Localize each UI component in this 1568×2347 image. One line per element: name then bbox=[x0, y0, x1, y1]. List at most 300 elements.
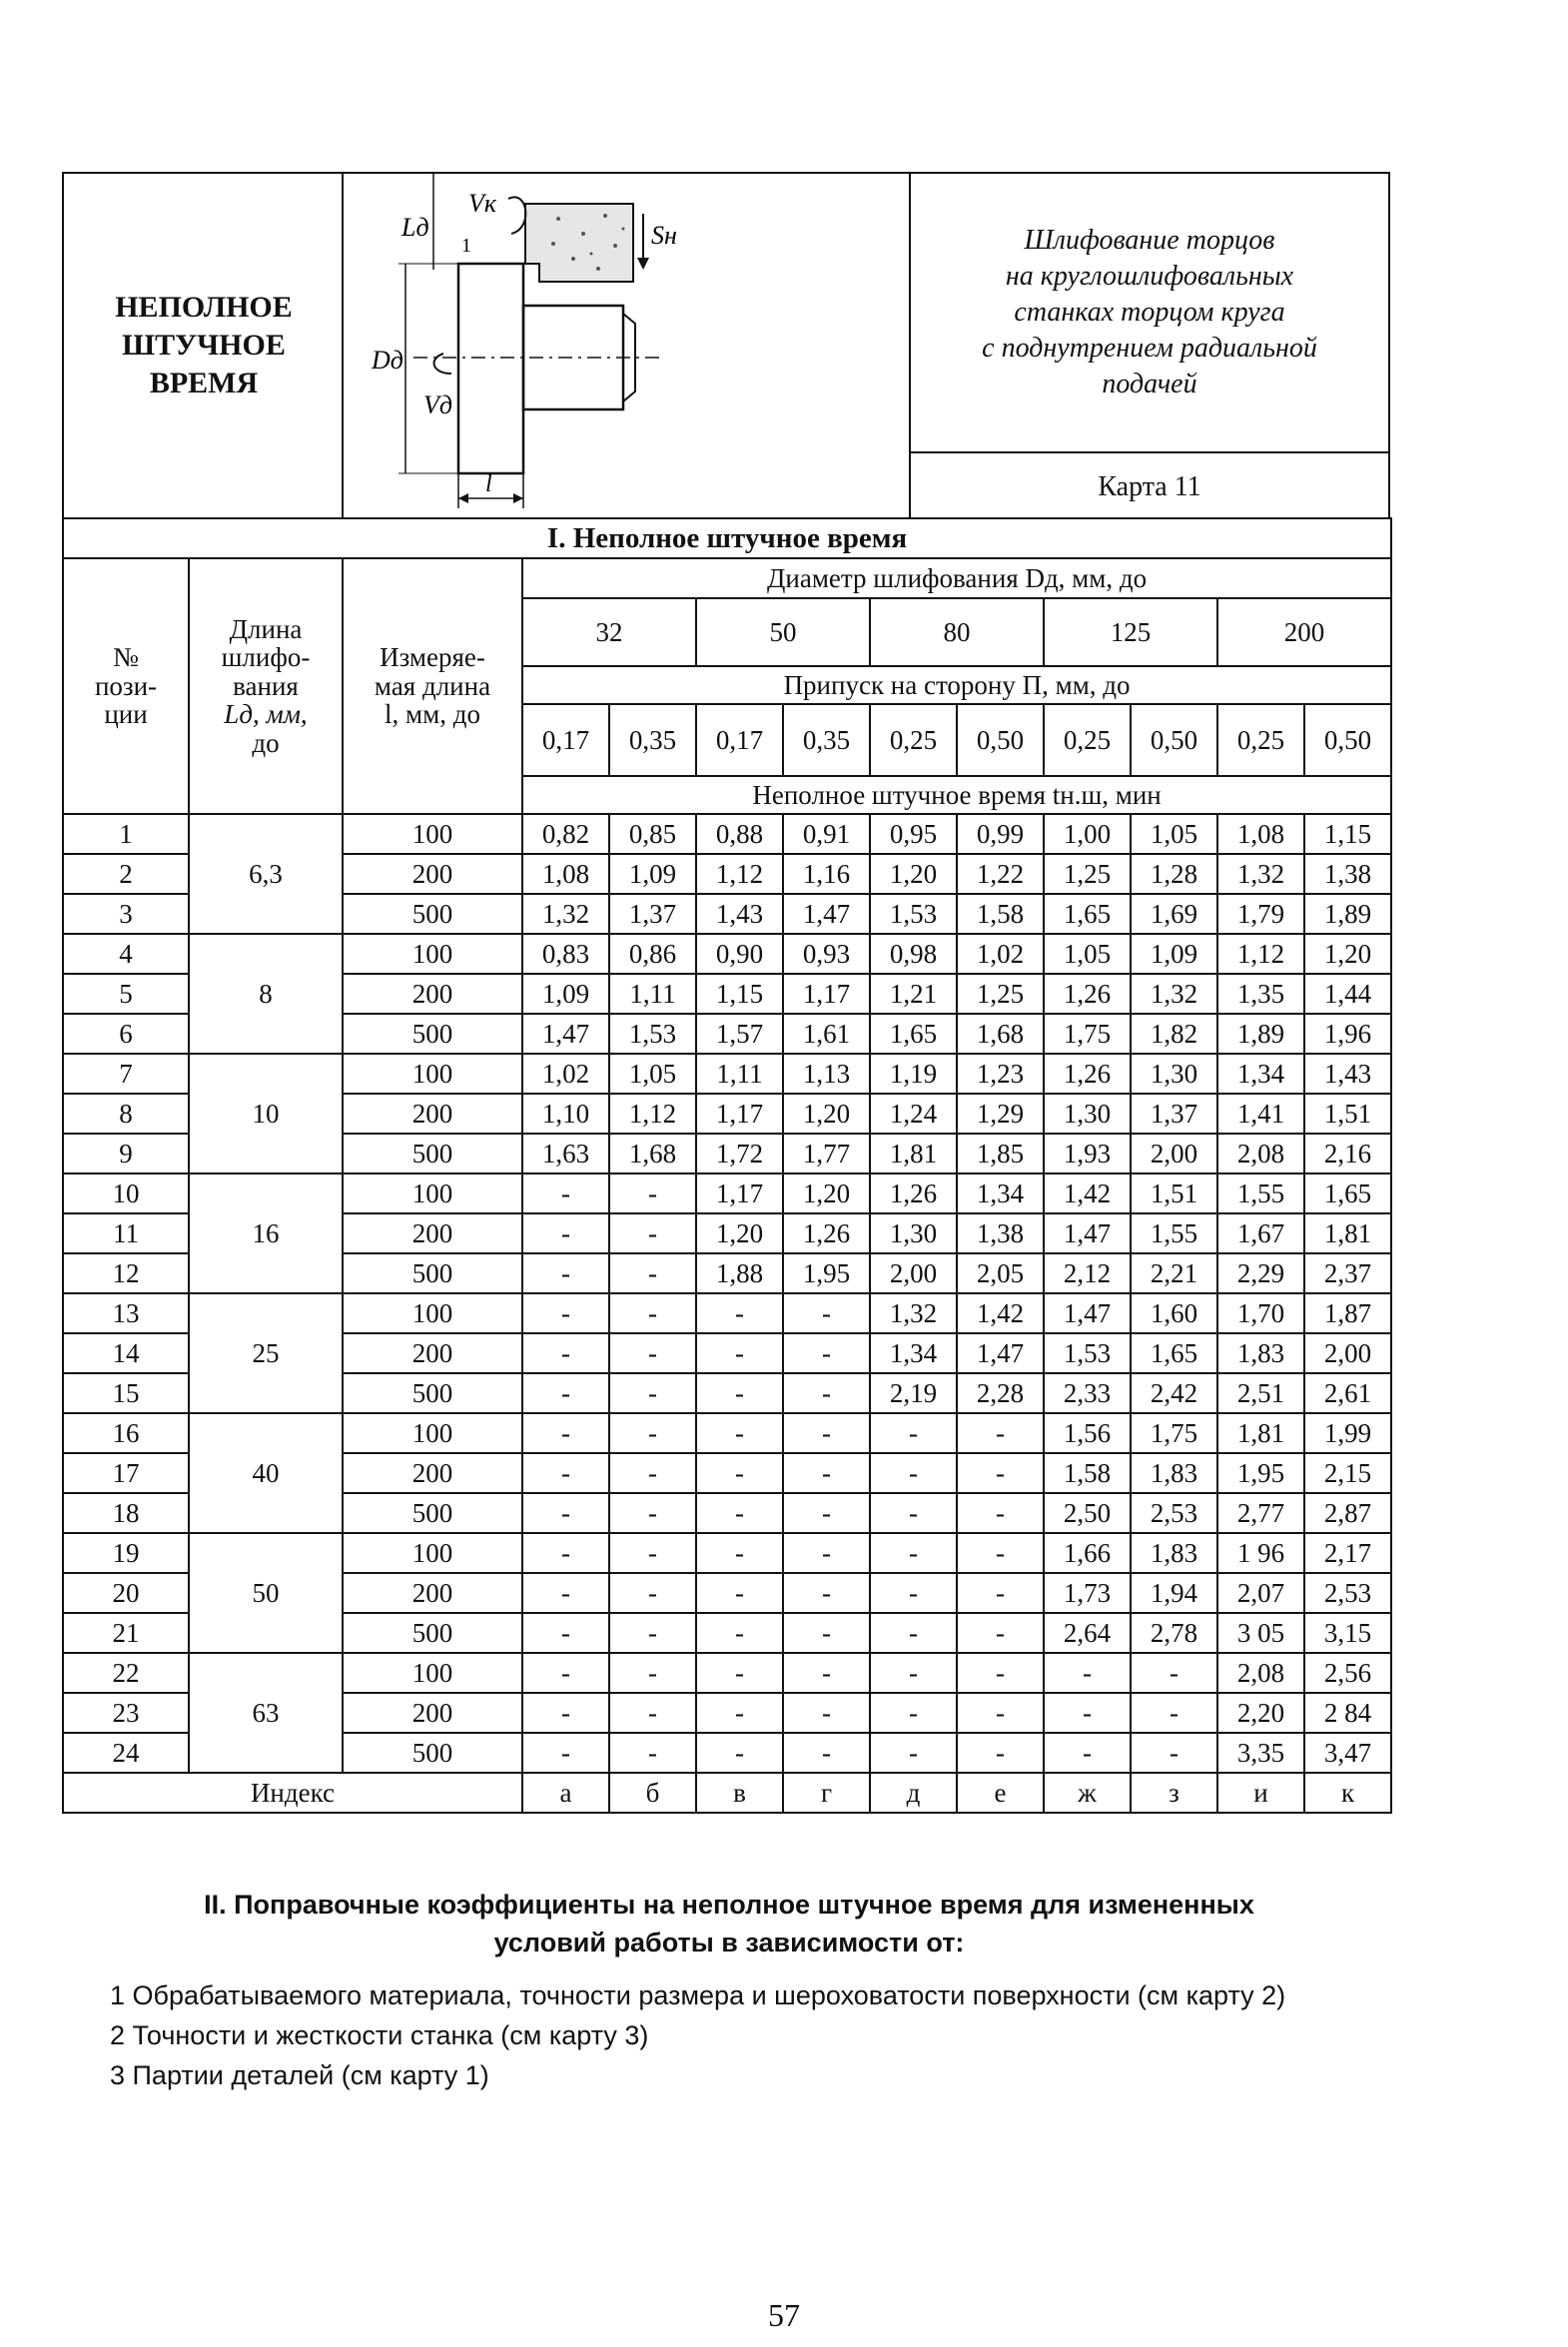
time-value: 1,51 bbox=[1304, 1094, 1391, 1134]
time-value: 1,20 bbox=[696, 1213, 783, 1253]
measured-length: 200 bbox=[343, 1693, 522, 1733]
time-value: 1,37 bbox=[609, 894, 696, 934]
position-number: 2 bbox=[63, 854, 189, 894]
time-value: - bbox=[522, 1333, 609, 1373]
time-value: 2,00 bbox=[1304, 1333, 1391, 1373]
measured-length: 100 bbox=[343, 814, 522, 854]
time-value: 1,10 bbox=[522, 1094, 609, 1134]
time-value: - bbox=[783, 1373, 870, 1413]
section-2-line: условий работы в зависимости от: bbox=[493, 1928, 965, 1957]
col-header-line: Измеряе- bbox=[380, 642, 485, 673]
time-value: - bbox=[609, 1213, 696, 1253]
time-value: 1,02 bbox=[957, 934, 1044, 974]
time-value: 1,53 bbox=[609, 1014, 696, 1054]
position-number: 22 bbox=[63, 1653, 189, 1693]
index-label: Индекс bbox=[63, 1773, 522, 1813]
time-value: - bbox=[696, 1373, 783, 1413]
time-value: 1,16 bbox=[783, 854, 870, 894]
time-value: 1,30 bbox=[870, 1213, 957, 1253]
time-value: 2,51 bbox=[1217, 1373, 1304, 1413]
time-value: 1,23 bbox=[957, 1054, 1044, 1094]
time-value: 1,30 bbox=[1131, 1054, 1217, 1094]
time-value: 2,61 bbox=[1304, 1373, 1391, 1413]
time-value: 1,28 bbox=[1131, 854, 1217, 894]
time-value: 1,99 bbox=[1304, 1413, 1391, 1453]
time-value: 1,11 bbox=[696, 1054, 783, 1094]
time-value: 2,56 bbox=[1304, 1653, 1391, 1693]
time-value: 1,37 bbox=[1131, 1094, 1217, 1134]
time-value: 0,91 bbox=[783, 814, 870, 854]
time-value: 2,77 bbox=[1217, 1493, 1304, 1533]
time-value: - bbox=[870, 1493, 957, 1533]
time-value: 0,93 bbox=[783, 934, 870, 974]
time-value: 1,12 bbox=[1217, 934, 1304, 974]
time-value: - bbox=[522, 1493, 609, 1533]
time-value: 1,82 bbox=[1131, 1014, 1217, 1054]
index-row bbox=[63, 1773, 1391, 1813]
time-value: - bbox=[870, 1653, 957, 1693]
time-value: 2,64 bbox=[1044, 1613, 1131, 1653]
grinding-length: 10 bbox=[189, 1054, 343, 1174]
col-header-line: № bbox=[113, 642, 139, 673]
measured-length: 500 bbox=[343, 1613, 522, 1653]
time-value: 1,47 bbox=[1044, 1213, 1131, 1253]
time-value: 1,69 bbox=[1131, 894, 1217, 934]
time-value: - bbox=[696, 1493, 783, 1533]
label-ld: Lд bbox=[401, 213, 429, 242]
time-value: 2,05 bbox=[957, 1253, 1044, 1293]
time-value: - bbox=[522, 1453, 609, 1493]
grinding-length: 6,3 bbox=[189, 814, 343, 934]
card-header bbox=[62, 172, 1390, 519]
time-value: 3,15 bbox=[1304, 1613, 1391, 1653]
position-number: 8 bbox=[63, 1094, 189, 1134]
position-number: 13 bbox=[63, 1293, 189, 1333]
time-value: 2,00 bbox=[1131, 1134, 1217, 1174]
diameter-value: 80 bbox=[870, 598, 1044, 666]
time-value: 1,81 bbox=[1304, 1213, 1391, 1253]
time-value: 1,57 bbox=[696, 1014, 783, 1054]
measured-length: 500 bbox=[343, 1253, 522, 1293]
time-value: - bbox=[783, 1333, 870, 1373]
time-value: 1,89 bbox=[1304, 894, 1391, 934]
col-header-line: мая длина bbox=[374, 670, 491, 701]
col-header-line: шлифо- bbox=[221, 642, 311, 673]
time-value: 1,38 bbox=[957, 1213, 1044, 1253]
time-value: - bbox=[1131, 1653, 1217, 1693]
time-value: - bbox=[609, 1333, 696, 1373]
time-value: 2,42 bbox=[1131, 1373, 1217, 1413]
time-value: 1,58 bbox=[957, 894, 1044, 934]
time-value: 0,82 bbox=[522, 814, 609, 854]
position-number: 1 bbox=[63, 814, 189, 854]
time-value: - bbox=[1044, 1733, 1131, 1773]
time-value: 0,95 bbox=[870, 814, 957, 854]
measured-length: 500 bbox=[343, 1733, 522, 1773]
time-value: - bbox=[609, 1693, 696, 1733]
time-value: - bbox=[609, 1293, 696, 1333]
time-value: 0,88 bbox=[696, 814, 783, 854]
time-value: 1,61 bbox=[783, 1014, 870, 1054]
position-number: 20 bbox=[63, 1573, 189, 1613]
time-value: - bbox=[783, 1653, 870, 1693]
allowance-value: 0,25 bbox=[870, 704, 957, 776]
table-row bbox=[63, 1174, 1391, 1213]
col-header-line: до bbox=[252, 727, 280, 758]
allowance-header: Припуск на сторону П, мм, до bbox=[522, 666, 1391, 704]
time-value: 1,21 bbox=[870, 974, 957, 1014]
time-value: 2,28 bbox=[957, 1373, 1044, 1413]
time-value: 2,20 bbox=[1217, 1693, 1304, 1733]
allowance-value: 0,50 bbox=[1131, 704, 1217, 776]
position-number: 3 bbox=[63, 894, 189, 934]
time-value: 0,98 bbox=[870, 934, 957, 974]
time-value: 1,34 bbox=[870, 1333, 957, 1373]
header-title-line: НЕПОЛНОЕ bbox=[115, 291, 293, 324]
time-value: 1,51 bbox=[1131, 1174, 1217, 1213]
time-value: 1,20 bbox=[1304, 934, 1391, 974]
time-value: 1,26 bbox=[783, 1213, 870, 1253]
index-value: и bbox=[1217, 1773, 1304, 1813]
time-value: - bbox=[609, 1653, 696, 1693]
time-value: 1,26 bbox=[1044, 1054, 1131, 1094]
col-header-position bbox=[63, 558, 189, 814]
grinding-length: 8 bbox=[189, 934, 343, 1054]
allowance-value: 0,17 bbox=[522, 704, 609, 776]
time-value: 1,55 bbox=[1217, 1174, 1304, 1213]
table-row bbox=[63, 1054, 1391, 1094]
time-value: - bbox=[609, 1373, 696, 1413]
allowance-value: 0,25 bbox=[1044, 704, 1131, 776]
position-number: 17 bbox=[63, 1453, 189, 1493]
time-value: - bbox=[696, 1293, 783, 1333]
time-value: 1,75 bbox=[1044, 1014, 1131, 1054]
time-value: 1,83 bbox=[1131, 1533, 1217, 1573]
time-value: 1,09 bbox=[1131, 934, 1217, 974]
header-info bbox=[909, 172, 1390, 519]
time-value: - bbox=[696, 1453, 783, 1493]
measured-length: 100 bbox=[343, 1533, 522, 1573]
time-value: - bbox=[696, 1613, 783, 1653]
index-value: г bbox=[783, 1773, 870, 1813]
time-value: 1,83 bbox=[1217, 1333, 1304, 1373]
table-row bbox=[63, 1533, 1391, 1573]
time-value: - bbox=[783, 1573, 870, 1613]
time-value: 2,53 bbox=[1304, 1573, 1391, 1613]
time-value: 3 05 bbox=[1217, 1613, 1304, 1653]
allowance-value: 0,35 bbox=[783, 704, 870, 776]
time-value: - bbox=[696, 1573, 783, 1613]
measured-length: 200 bbox=[343, 1573, 522, 1613]
time-value: 1,32 bbox=[870, 1293, 957, 1333]
time-value: 1,22 bbox=[957, 854, 1044, 894]
measured-length: 200 bbox=[343, 974, 522, 1014]
table-row bbox=[63, 1653, 1391, 1693]
time-value: 1,17 bbox=[696, 1094, 783, 1134]
measured-length: 100 bbox=[343, 1174, 522, 1213]
grinding-length: 40 bbox=[189, 1413, 343, 1533]
col-header-line: Длина bbox=[229, 614, 303, 645]
time-value: 1,94 bbox=[1131, 1573, 1217, 1613]
time-value: 1,83 bbox=[1131, 1453, 1217, 1493]
time-value: 1,20 bbox=[783, 1094, 870, 1134]
time-value: 1,77 bbox=[783, 1134, 870, 1174]
time-value: 1,17 bbox=[696, 1174, 783, 1213]
position-number: 11 bbox=[63, 1213, 189, 1253]
time-value: 1,42 bbox=[957, 1293, 1044, 1333]
time-value: 1,81 bbox=[870, 1134, 957, 1174]
time-value: 1,26 bbox=[870, 1174, 957, 1213]
time-value: 1,73 bbox=[1044, 1573, 1131, 1613]
index-value: а bbox=[522, 1773, 609, 1813]
time-value: 3,47 bbox=[1304, 1733, 1391, 1773]
time-value: 1,05 bbox=[609, 1054, 696, 1094]
time-value: - bbox=[870, 1453, 957, 1493]
time-value: - bbox=[1044, 1693, 1131, 1733]
time-table bbox=[62, 517, 1392, 1814]
time-value: - bbox=[609, 1174, 696, 1213]
time-value: 1,43 bbox=[1304, 1054, 1391, 1094]
notes-list bbox=[110, 1975, 1368, 2095]
time-value: 2,07 bbox=[1217, 1573, 1304, 1613]
position-number: 21 bbox=[63, 1613, 189, 1653]
time-value: 1,60 bbox=[1131, 1293, 1217, 1333]
position-number: 14 bbox=[63, 1333, 189, 1373]
time-value: 1,65 bbox=[1304, 1174, 1391, 1213]
time-value: 1,02 bbox=[522, 1054, 609, 1094]
label-vk: Vк bbox=[468, 189, 497, 218]
time-value: - bbox=[522, 1293, 609, 1333]
time-value: 2,15 bbox=[1304, 1453, 1391, 1493]
time-value: 2,19 bbox=[870, 1373, 957, 1413]
time-value: - bbox=[870, 1733, 957, 1773]
grinding-length: 25 bbox=[189, 1293, 343, 1413]
time-value: 0,83 bbox=[522, 934, 609, 974]
time-value: 2 84 bbox=[1304, 1693, 1391, 1733]
position-number: 23 bbox=[63, 1693, 189, 1733]
time-value: 1,47 bbox=[957, 1333, 1044, 1373]
time-value: - bbox=[609, 1253, 696, 1293]
time-value: - bbox=[783, 1453, 870, 1493]
time-value: - bbox=[522, 1533, 609, 1573]
time-value: 1,65 bbox=[870, 1014, 957, 1054]
time-value: 2,87 bbox=[1304, 1493, 1391, 1533]
position-number: 12 bbox=[63, 1253, 189, 1293]
time-value: 1,87 bbox=[1304, 1293, 1391, 1333]
time-value: 1,00 bbox=[1044, 814, 1131, 854]
time-value: 1,11 bbox=[609, 974, 696, 1014]
time-value: - bbox=[609, 1413, 696, 1453]
time-value: 2,29 bbox=[1217, 1253, 1304, 1293]
time-value: 1,66 bbox=[1044, 1533, 1131, 1573]
col-header-length bbox=[189, 558, 343, 814]
page-number: 57 bbox=[768, 2297, 800, 2333]
time-value: 2,17 bbox=[1304, 1533, 1391, 1573]
position-number: 10 bbox=[63, 1174, 189, 1213]
time-value: - bbox=[870, 1613, 957, 1653]
time-value: 1,79 bbox=[1217, 894, 1304, 934]
time-value: - bbox=[957, 1573, 1044, 1613]
time-value: 1,38 bbox=[1304, 854, 1391, 894]
time-value: 0,85 bbox=[609, 814, 696, 854]
position-number: 5 bbox=[63, 974, 189, 1014]
time-value: - bbox=[696, 1533, 783, 1573]
time-value: - bbox=[957, 1453, 1044, 1493]
time-value: 1,41 bbox=[1217, 1094, 1304, 1134]
time-value: 1,75 bbox=[1131, 1413, 1217, 1453]
position-number: 15 bbox=[63, 1373, 189, 1413]
time-value: 2,08 bbox=[1217, 1653, 1304, 1693]
label-one: 1 bbox=[461, 235, 471, 257]
position-number: 16 bbox=[63, 1413, 189, 1453]
time-value: 1,65 bbox=[1131, 1333, 1217, 1373]
time-value: - bbox=[522, 1253, 609, 1293]
grinding-length: 50 bbox=[189, 1533, 343, 1653]
note-item: 1 Обрабатываемого материала, точности размера и шероховатости поверхности (см карту 2) bbox=[110, 1980, 1286, 2010]
time-value: 1,34 bbox=[957, 1174, 1044, 1213]
time-value: 1,26 bbox=[1044, 974, 1131, 1014]
time-value: 1,19 bbox=[870, 1054, 957, 1094]
measured-length: 500 bbox=[343, 1134, 522, 1174]
col-header-line: вания bbox=[233, 670, 299, 701]
time-value: - bbox=[870, 1413, 957, 1453]
index-value: в bbox=[696, 1773, 783, 1813]
time-value: 1,56 bbox=[1044, 1413, 1131, 1453]
time-value: 1,17 bbox=[783, 974, 870, 1014]
time-value: 1,05 bbox=[1044, 934, 1131, 974]
time-value: - bbox=[609, 1493, 696, 1533]
time-value: - bbox=[522, 1413, 609, 1453]
time-value: - bbox=[870, 1533, 957, 1573]
time-value: 2,08 bbox=[1217, 1134, 1304, 1174]
grinding-length: 16 bbox=[189, 1174, 343, 1293]
allowance-value: 0,50 bbox=[1304, 704, 1391, 776]
measured-length: 200 bbox=[343, 1213, 522, 1253]
time-value: - bbox=[870, 1573, 957, 1613]
time-value: 1,08 bbox=[1217, 814, 1304, 854]
time-value: 1,32 bbox=[1217, 854, 1304, 894]
time-value: - bbox=[609, 1733, 696, 1773]
time-value: 1,25 bbox=[1044, 854, 1131, 894]
header-title bbox=[62, 172, 344, 519]
time-value: - bbox=[957, 1533, 1044, 1573]
time-value: 1,09 bbox=[522, 974, 609, 1014]
description-line: станках торцом круга bbox=[1014, 297, 1285, 328]
time-value: 1,63 bbox=[522, 1134, 609, 1174]
diameter-value: 32 bbox=[522, 598, 696, 666]
time-value: - bbox=[783, 1693, 870, 1733]
time-value: - bbox=[696, 1413, 783, 1453]
time-value: 2,16 bbox=[1304, 1134, 1391, 1174]
table-row bbox=[63, 1413, 1391, 1453]
time-value: 1,53 bbox=[1044, 1333, 1131, 1373]
time-value: - bbox=[957, 1413, 1044, 1453]
index-value: ж bbox=[1044, 1773, 1131, 1813]
time-value: 1,70 bbox=[1217, 1293, 1304, 1333]
measured-length: 500 bbox=[343, 1014, 522, 1054]
time-value: - bbox=[522, 1693, 609, 1733]
description-line: подачей bbox=[1102, 369, 1197, 399]
time-value: - bbox=[783, 1413, 870, 1453]
position-number: 18 bbox=[63, 1493, 189, 1533]
description-line: на круглошлифовальных bbox=[1005, 261, 1294, 292]
time-value: - bbox=[696, 1333, 783, 1373]
time-value: 1,32 bbox=[522, 894, 609, 934]
time-value: 2,37 bbox=[1304, 1253, 1391, 1293]
position-number: 9 bbox=[63, 1134, 189, 1174]
time-value: 1,12 bbox=[696, 854, 783, 894]
time-value: 2,53 bbox=[1131, 1493, 1217, 1533]
measured-length: 100 bbox=[343, 1054, 522, 1094]
time-value: 1,34 bbox=[1217, 1054, 1304, 1094]
time-value: - bbox=[522, 1653, 609, 1693]
measured-length: 500 bbox=[343, 1373, 522, 1413]
time-value: 1,24 bbox=[870, 1094, 957, 1134]
time-value: 1,85 bbox=[957, 1134, 1044, 1174]
allowance-value: 0,50 bbox=[957, 704, 1044, 776]
allowance-value: 0,25 bbox=[1217, 704, 1304, 776]
time-value: - bbox=[783, 1733, 870, 1773]
section-2-title bbox=[120, 1886, 1338, 1961]
measured-length: 100 bbox=[343, 934, 522, 974]
section-1-title: I. Неполное штучное время bbox=[63, 518, 1391, 558]
grinding-length: 63 bbox=[189, 1653, 343, 1773]
time-value: 1,95 bbox=[1217, 1453, 1304, 1493]
time-value: - bbox=[957, 1693, 1044, 1733]
time-value: - bbox=[522, 1213, 609, 1253]
time-value: 1,30 bbox=[1044, 1094, 1131, 1134]
time-value: - bbox=[957, 1493, 1044, 1533]
time-value: 1,68 bbox=[957, 1014, 1044, 1054]
measured-length: 200 bbox=[343, 1453, 522, 1493]
time-value: - bbox=[522, 1733, 609, 1773]
time-value: 1,13 bbox=[783, 1054, 870, 1094]
col-header-measured-length bbox=[343, 558, 522, 814]
index-value: е bbox=[957, 1773, 1044, 1813]
time-value: - bbox=[957, 1613, 1044, 1653]
time-value: 2,78 bbox=[1131, 1613, 1217, 1653]
time-value: 1,44 bbox=[1304, 974, 1391, 1014]
time-value: 1,08 bbox=[522, 854, 609, 894]
time-value: 1,15 bbox=[696, 974, 783, 1014]
time-value: 1,32 bbox=[1131, 974, 1217, 1014]
description-line: с поднутрением радиальной bbox=[982, 333, 1317, 364]
time-value: 0,99 bbox=[957, 814, 1044, 854]
grinding-diagram bbox=[342, 172, 911, 519]
index-value: к bbox=[1304, 1773, 1391, 1813]
position-number: 4 bbox=[63, 934, 189, 974]
col-header-line: ции bbox=[104, 699, 148, 730]
note-item: 2 Точности и жесткости станка (см карту 3) bbox=[110, 2020, 649, 2050]
time-value: 1,67 bbox=[1217, 1213, 1304, 1253]
time-value: 1,42 bbox=[1044, 1174, 1131, 1213]
time-value: 1,29 bbox=[957, 1094, 1044, 1134]
index-value: з bbox=[1131, 1773, 1217, 1813]
label-l: l bbox=[485, 471, 492, 497]
time-value: - bbox=[1131, 1733, 1217, 1773]
time-value: - bbox=[609, 1613, 696, 1653]
time-value: 1,35 bbox=[1217, 974, 1304, 1014]
time-value: 1,88 bbox=[696, 1253, 783, 1293]
time-value: - bbox=[696, 1693, 783, 1733]
time-value: 0,90 bbox=[696, 934, 783, 974]
time-value: 1,53 bbox=[870, 894, 957, 934]
position-number: 7 bbox=[63, 1054, 189, 1094]
time-value: - bbox=[1044, 1653, 1131, 1693]
time-value: 1,89 bbox=[1217, 1014, 1304, 1054]
time-value: 1,58 bbox=[1044, 1453, 1131, 1493]
time-value: - bbox=[783, 1613, 870, 1653]
